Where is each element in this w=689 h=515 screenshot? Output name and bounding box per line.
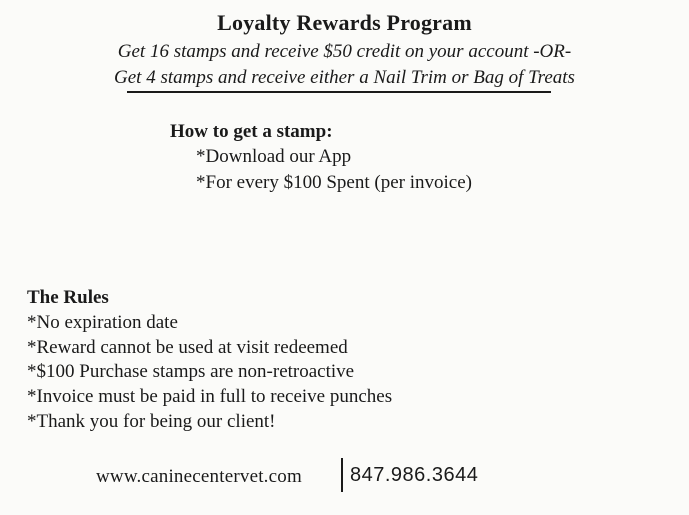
rules-heading: The Rules bbox=[27, 287, 109, 308]
website-link[interactable]: www.caninecentervet.com bbox=[96, 466, 302, 487]
offer-nail-trim-or-treats: Get 4 stamps and receive either a Nail Trim or Bag of Treats bbox=[114, 67, 575, 88]
how-to-item-app: *Download our App bbox=[196, 146, 352, 167]
offer-credit: Get 16 stamps and receive $50 credit on your account -OR- bbox=[117, 41, 572, 62]
rule-item: *$100 Purchase stamps are non-retroactive bbox=[27, 361, 355, 382]
rule-item: *Thank you for being our client! bbox=[27, 411, 276, 432]
how-to-heading: How to get a stamp: bbox=[170, 121, 333, 142]
rule-item: *Invoice must be paid in full to receive punches bbox=[27, 386, 393, 407]
offer-underline bbox=[127, 91, 551, 93]
rule-item: *Reward cannot be used at visit redeemed bbox=[27, 337, 348, 358]
phone-number[interactable]: 847.986.3644 bbox=[350, 464, 479, 486]
program-title: Loyalty Rewards Program bbox=[217, 10, 472, 35]
how-to-item-spend: *For every $100 Spent (per invoice) bbox=[196, 172, 472, 193]
rule-item: *No expiration date bbox=[27, 312, 178, 333]
footer-divider bbox=[341, 458, 343, 492]
